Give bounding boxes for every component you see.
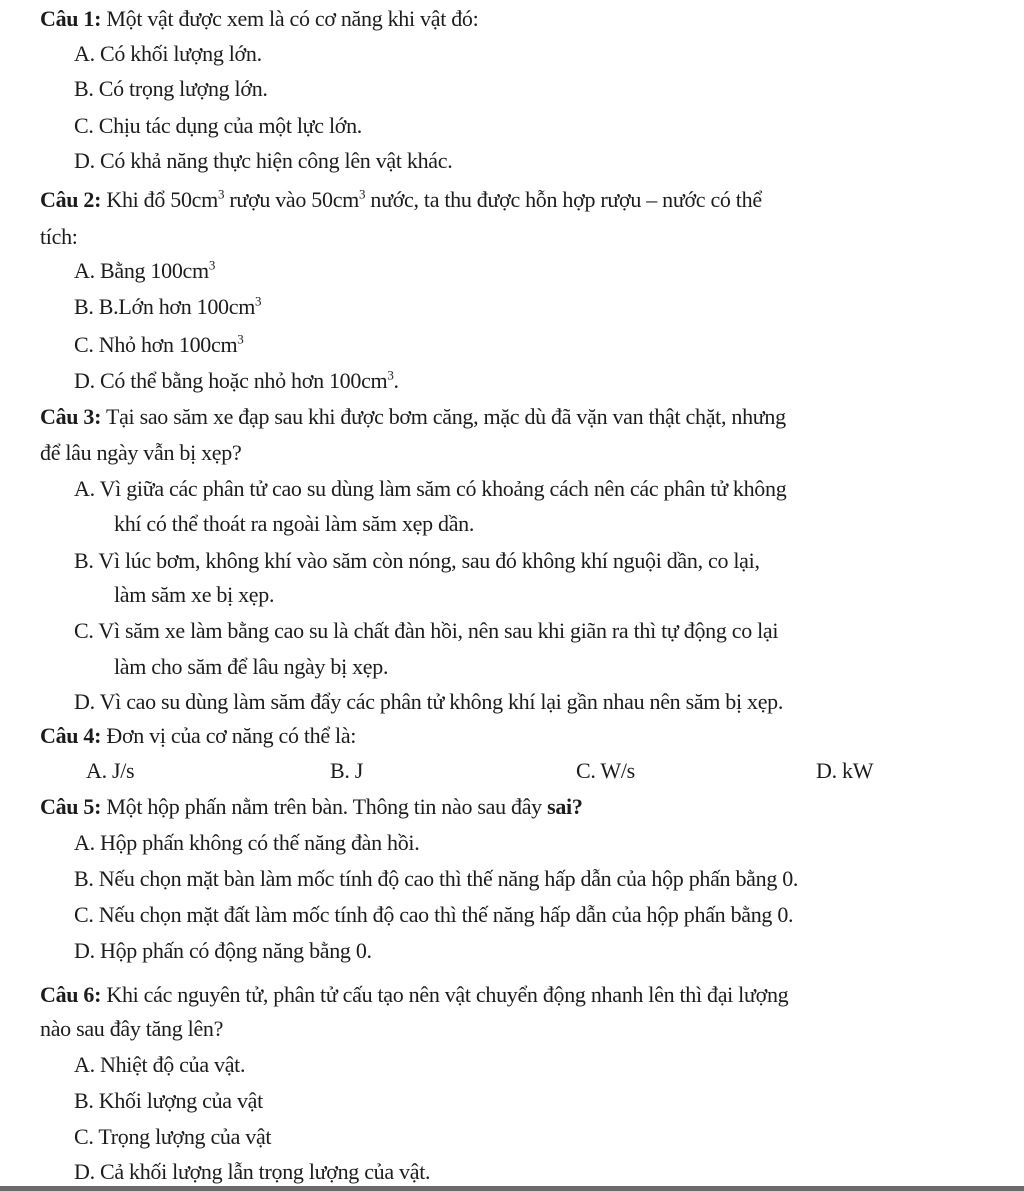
option-5b: B. Nếu chọn mặt bàn làm mốc tính độ cao thì thế năng hấp dẫn của hộp phấn bằng 0.: [74, 866, 799, 891]
superscript: 3: [217, 186, 225, 202]
question-5: [40, 792, 583, 822]
question-3: [40, 402, 786, 432]
question-text: nước, ta thu được hỗn hợp rượu – nước có thể: [365, 187, 762, 212]
question-text: rượu vào 50cm: [224, 187, 359, 212]
question-text: Một hộp phấn nằm trên bàn. Thông tin nào sau đây: [101, 794, 548, 819]
option-text: D. Có thể bằng hoặc nhỏ hơn 100cm: [74, 368, 388, 393]
question-6: [40, 980, 788, 1010]
question-text: Khi các nguyên tử, phân tử cấu tạo nên vật chuyển động nhanh lên thì đại lượng: [101, 982, 789, 1007]
option-4a: A. J/s: [86, 758, 135, 783]
option-3b: B. Vì lúc bơm, không khí vào săm còn nóng, sau đó không khí nguội dần, co lại,: [74, 548, 760, 573]
superscript: 3: [358, 186, 366, 202]
question-text: Một vật được xem là có cơ năng khi vật đó:: [101, 6, 479, 31]
question-6-cont: nào sau đây tăng lên?: [40, 1016, 224, 1041]
option-5d: D. Hộp phấn có động năng bằng 0.: [74, 938, 372, 963]
option-3c-cont: làm cho săm để lâu ngày bị xẹp.: [114, 654, 389, 679]
option-1b: B. Có trọng lượng lớn.: [74, 76, 268, 101]
superscript: 3: [237, 331, 244, 347]
option-5c: C. Nếu chọn mặt đất làm mốc tính độ cao thì thế năng hấp dẫn của hộp phấn bằng 0.: [74, 902, 794, 927]
bottom-divider: [0, 1186, 1024, 1191]
option-2b: [74, 292, 261, 322]
superscript: 3: [208, 257, 216, 273]
question-emphasis: sai?: [547, 794, 583, 819]
option-text: A. Bằng 100cm: [74, 258, 209, 283]
option-4b: B. J: [330, 758, 364, 783]
option-3b-cont: làm săm xe bị xẹp.: [114, 582, 275, 607]
question-label: Câu 2:: [40, 187, 102, 212]
question-label: Câu 3:: [40, 404, 102, 429]
option-5a: A. Hộp phấn không có thế năng đàn hồi.: [74, 830, 420, 855]
option-6d: D. Cả khối lượng lẫn trọng lượng của vật.: [74, 1159, 431, 1184]
option-3a-cont: khí có thể thoát ra ngoài làm săm xẹp dần.: [114, 511, 475, 536]
question-text: Khi đổ 50cm: [101, 187, 218, 212]
question-3-cont: để lâu ngày vẫn bị xẹp?: [40, 440, 242, 465]
question-label: Câu 5:: [40, 794, 102, 819]
question-label: Câu 4:: [40, 723, 102, 748]
option-1a: A. Có khối lượng lớn.: [74, 41, 262, 66]
superscript: 3: [387, 367, 394, 383]
question-text: Tại sao săm xe đạp sau khi được bơm căng, mặc dù đã vặn van thật chặt, nhưng: [101, 404, 786, 429]
question-4: [40, 721, 356, 751]
question-text: Đơn vị của cơ năng có thể là:: [101, 723, 357, 748]
option-6c: C. Trọng lượng của vật: [74, 1124, 272, 1149]
option-1c: C. Chịu tác dụng của một lực lớn.: [74, 113, 363, 138]
option-text: B. B.Lớn hơn 100cm: [74, 294, 256, 319]
question-1: [40, 4, 478, 34]
option-3d: D. Vì cao su dùng làm săm đẩy các phân tử không khí lại gần nhau nên săm bị xẹp.: [74, 689, 784, 714]
question-2: [40, 185, 762, 215]
question-2-cont: tích:: [40, 224, 78, 249]
option-2c: [74, 330, 243, 360]
option-1d: D. Có khả năng thực hiện công lên vật khác.: [74, 148, 453, 173]
option-2a: [74, 256, 215, 286]
option-4d: D. kW: [816, 758, 874, 783]
option-6b: B. Khối lượng của vật: [74, 1088, 263, 1113]
option-3a: A. Vì giữa các phân tử cao su dùng làm săm có khoảng cách nên các phân tử không: [74, 476, 787, 501]
option-3c: C. Vì săm xe làm bằng cao su là chất đàn hồi, nên sau khi giãn ra thì tự động co lại: [74, 618, 779, 643]
option-2d: [74, 366, 399, 396]
superscript: 3: [255, 293, 262, 309]
option-end: .: [393, 368, 399, 393]
question-label: Câu 1:: [40, 6, 102, 31]
option-4c: C. W/s: [576, 758, 635, 783]
question-label: Câu 6:: [40, 982, 102, 1007]
option-text: C. Nhỏ hơn 100cm: [74, 332, 238, 357]
option-6a: A. Nhiệt độ của vật.: [74, 1052, 246, 1077]
